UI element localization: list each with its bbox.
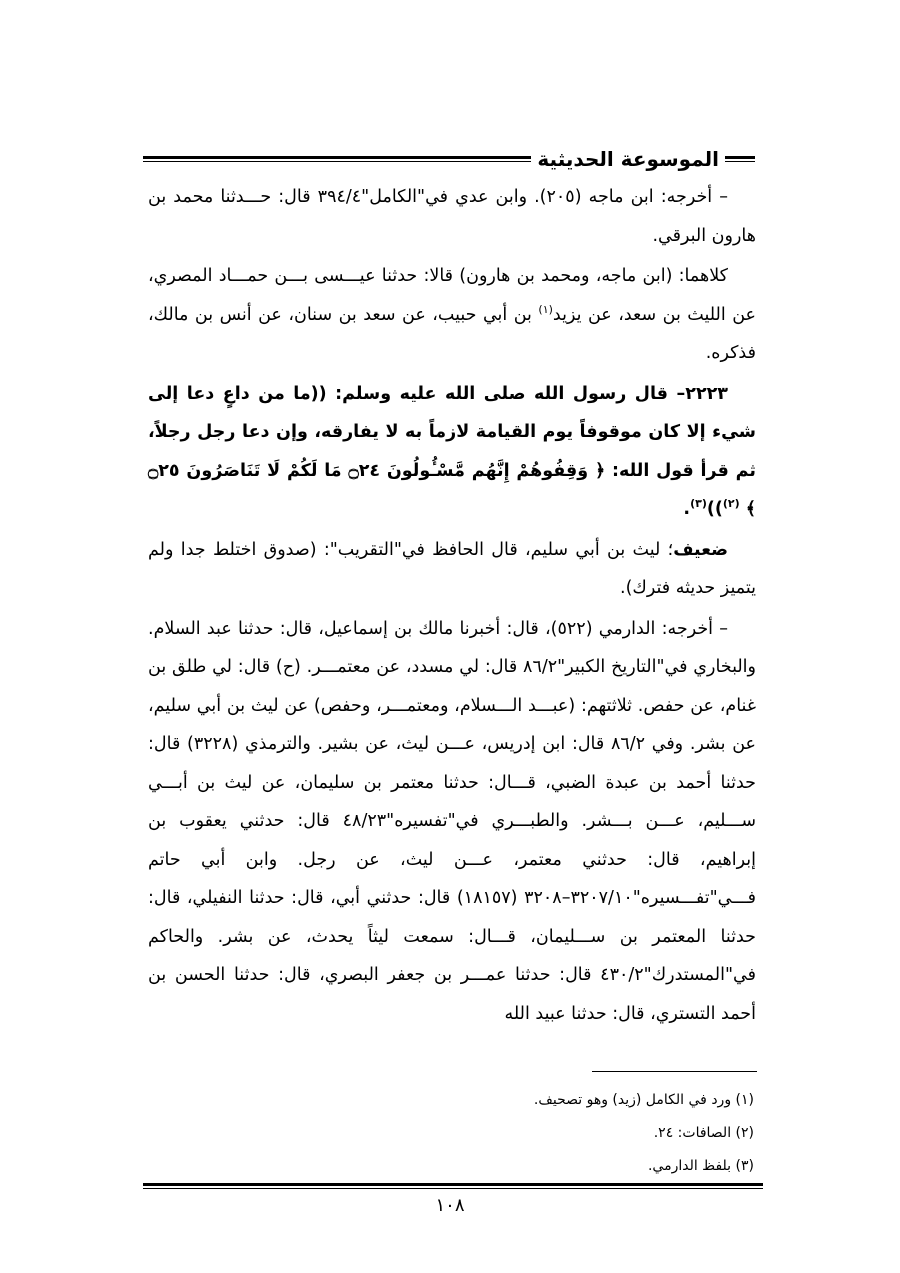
footnote-ref-2[interactable]: (٢) [722, 497, 740, 511]
paragraph-takhrij-1: – أخرجه: ابن ماجه (٢٠٥). وابن عدي في"الكامل"٣٩٤/٤ قال: حـــدثنا محمد بن هارون البرقي. [148, 187, 756, 246]
chain-text-a: كلاهما: (ابن ماجه، ومحمد بن هارون) قالا: حدثنا عيـــسى بـــن حمـــاد المصري، عن الليث بن سعد، عن يزيد [148, 266, 756, 325]
header-rule-right [725, 156, 755, 162]
page-number: ١٠٨ [435, 1195, 465, 1216]
footnote-2: (٢) الصافات: ٢٤. [653, 1125, 754, 1141]
footnote-3: (٣) بلفظ الدارمي. [647, 1158, 754, 1174]
grade-text: ؛ ليث بن أبي سليم، قال الحافظ في"التقريب": (صدوق اختلط جدا ولم يتميز حديثه فترك). [148, 539, 756, 598]
chain-text-b: بن أبي حبيب، عن سعد بن سنان، عن أنس بن مالك، فذكره. [148, 304, 756, 363]
hadith-2223 [148, 375, 756, 529]
paragraph-takhrij-2: – أخرجه: الدارمي (٥٢٢)، قال: أخبرنا مالك بن إسماعيل، قال: حدثنا عبد السلام. والبخاري في"التاريخ الكبير"٨٦/٢ قال: لي مسدد، عن معتمـــر. (ح) قال: لي طلق بن غنام، عن حفص. ثلاثتهم: (عبـــد الـــسلام، ومعتمـــر، وحفص) عن ليث بن أبي سليم، عن بشر. وفي ٨٦/٢ قال: ابن إدريس، عـــن ليث، عن بشير. والترمذي (٣٢٢٨) قال: حدثنا أحمد بن عبدة الضبي، قـــال: حدثنا معتمر بن سليمان، عن ليث بن أبـــي ســـليم، عـــن بـــشر. والطبـــري في"تفسيره"٤٨/٢٣ قال: حدثني يعقوب بن إبراهيم، قال: حدثني معتمر، عـــن ليث، عن رجل. وابن أبي حاتم فـــي"تفـــسيره"٣٢٠٧/١٠–٣٢٠٨ (١٨١٥٧) قال: حدثني أبي، قال: حدثنا النفيلي، قال: حدثنا المعتمر بن ســـليمان، قـــال: سمعت ليثاً يحدث، عن بشر. والحاكم في"المستدرك"٤٣٠/٢ قال: حدثنا عمـــر بن جعفر البصري، قال: حدثنا الحسن بن أحمد التستري، قال: حدثنا عبيد الله [148, 618, 757, 1024]
paragraph-chain-1 [148, 257, 756, 373]
footnotes [148, 1084, 756, 1183]
main-text [148, 178, 756, 1035]
footer-rule [143, 1183, 763, 1189]
grade-label: ضعيف [673, 539, 728, 560]
header-rule-left [143, 156, 531, 162]
hadith-end: . [683, 499, 691, 519]
running-header [143, 144, 761, 174]
footnote-ref-3[interactable]: (٣) [690, 497, 707, 511]
hadith-close: )) [706, 499, 723, 519]
footnote-ref-1[interactable]: (١) [538, 302, 553, 316]
paragraph-grading [148, 531, 756, 608]
footnote-separator [592, 1071, 757, 1072]
footnote-1: (١) ورد في الكامل (زيد) وهو تصحيف. [533, 1092, 754, 1108]
hadith-text: ٢٢٢٣– قال رسول الله صلى الله عليه وسلم: ((ما من داعٍ دعا إلى شيء إلا كان موقوفاً يوم القيامة لازماً به لا يفارقه، وإن دعا رجل رجلاً، ثم قرأ قول الله: ﴿ وَقِفُوهُمْ إِنَّهُم مَّسْـُٔولُونَ ۝٢٤ مَا لَكُمْ لَا تَنَاصَرُونَ ۝٢٥ ﴾ [148, 383, 756, 519]
header-title: الموسوعة الحديثية [537, 147, 719, 171]
